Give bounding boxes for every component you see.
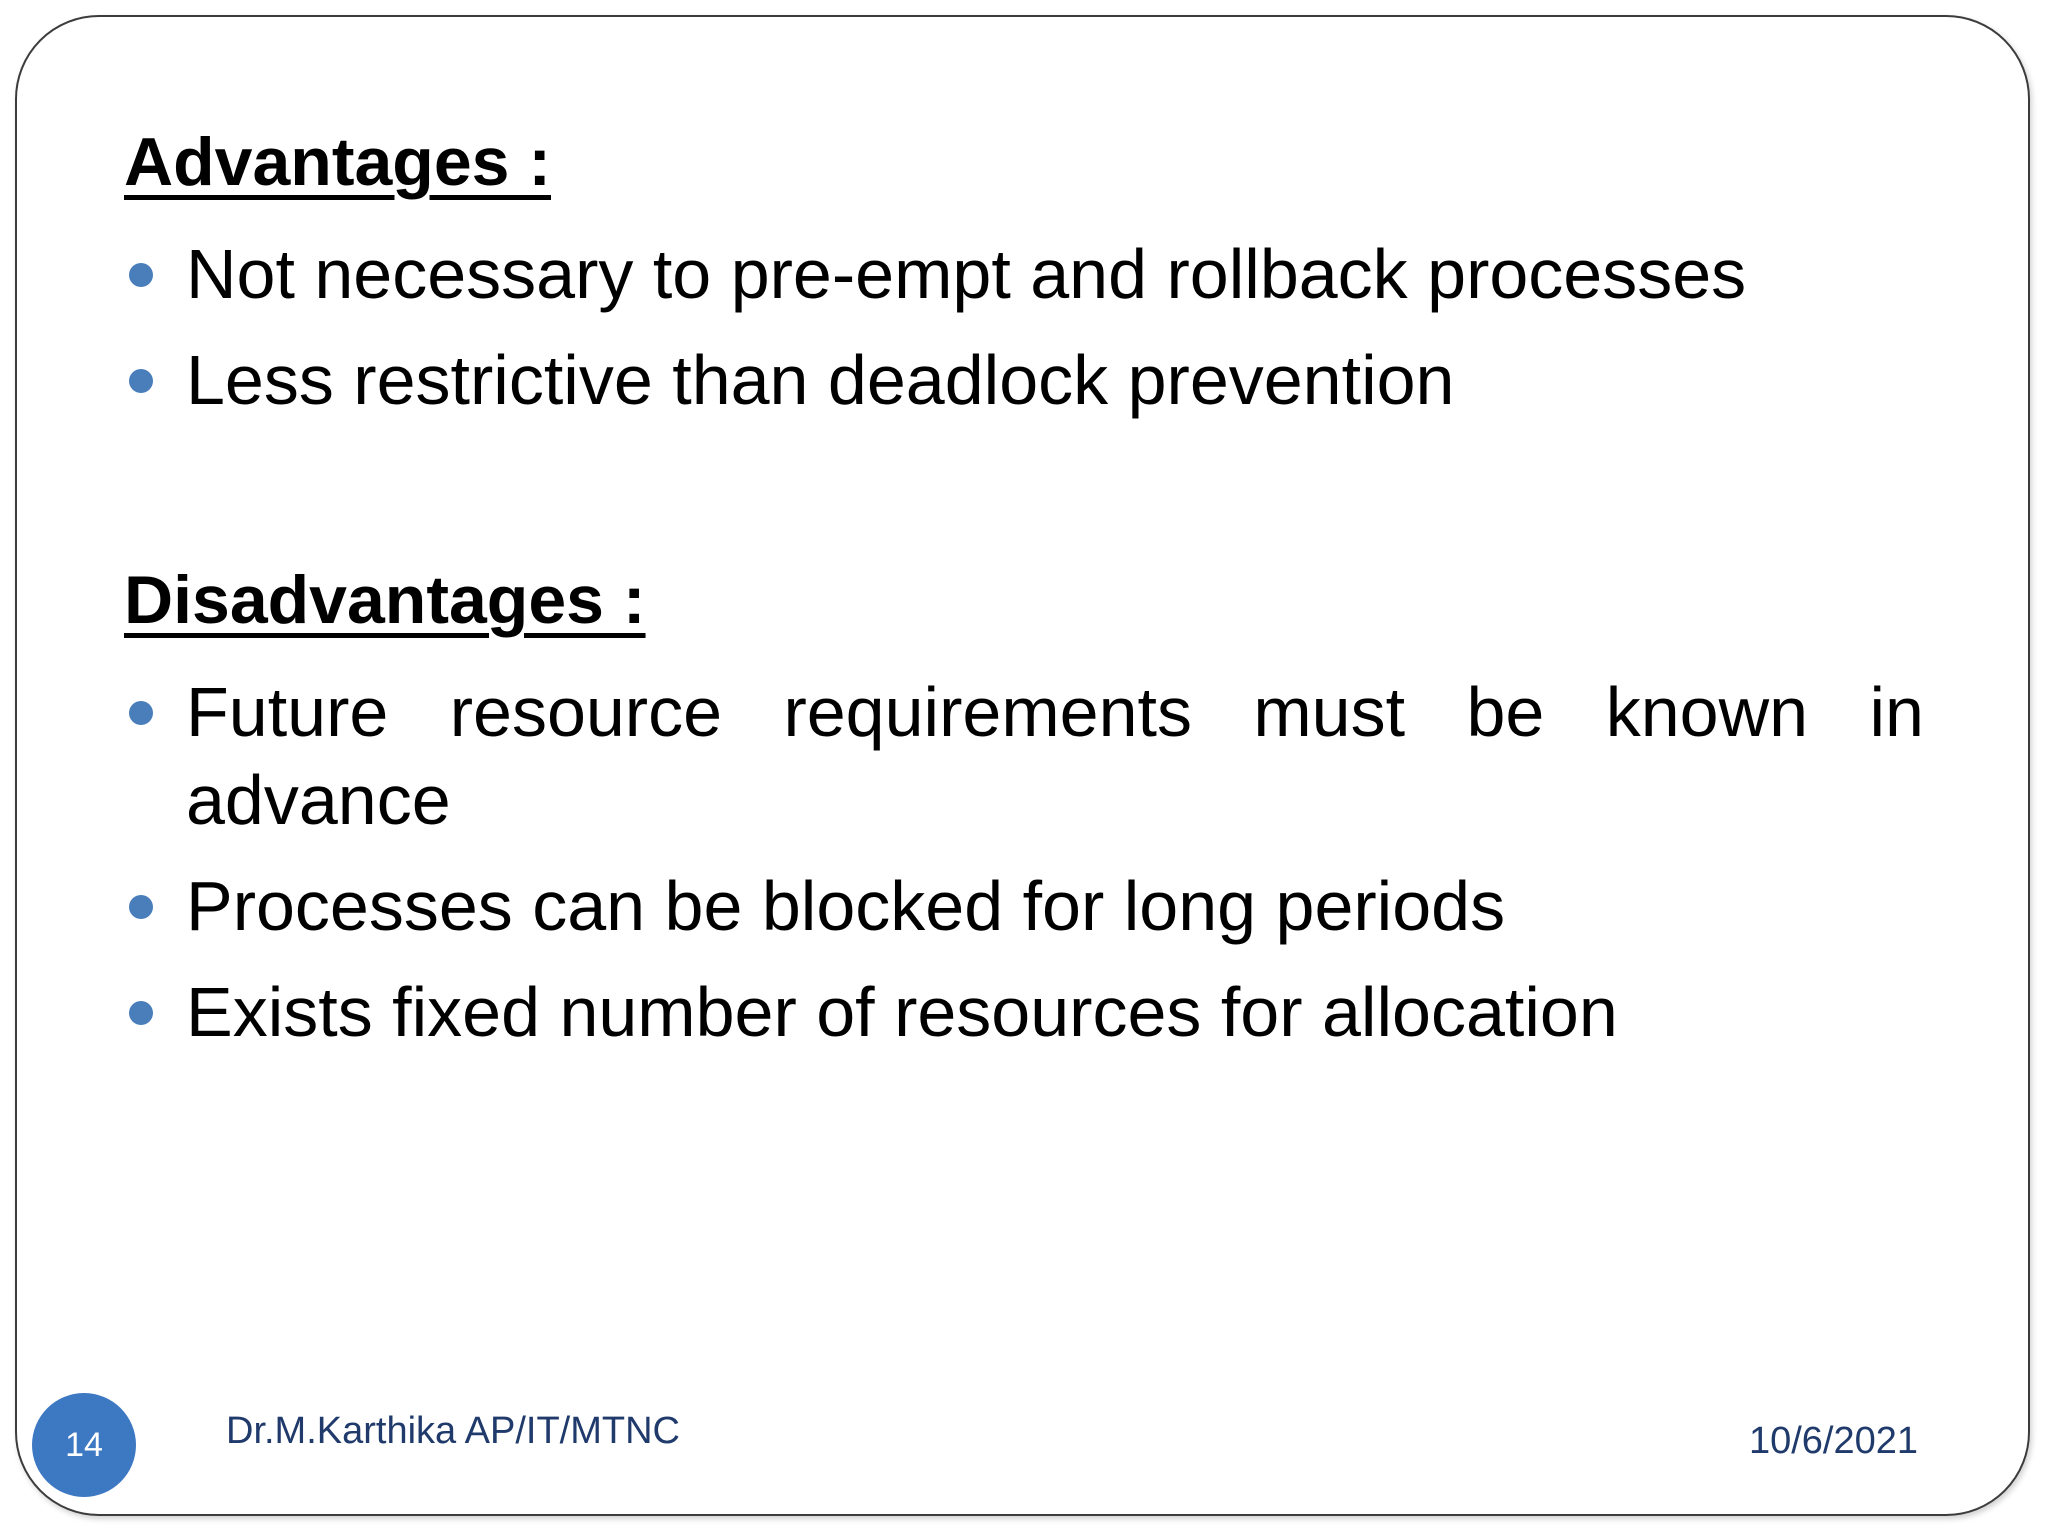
page-number-badge xyxy=(32,1393,136,1497)
footer-author: Dr.M.Karthika AP/IT/MTNC xyxy=(226,1410,680,1452)
disadvantage-line-2: advance xyxy=(186,761,451,839)
word: known xyxy=(1605,673,1809,751)
list-item xyxy=(124,336,1924,424)
bullet-dot-icon xyxy=(129,701,153,725)
disadvantage-line-1 xyxy=(186,668,1924,756)
bullet-dot-icon xyxy=(129,369,153,393)
disadvantages-heading: Disadvantages : xyxy=(124,562,646,638)
word: Future xyxy=(186,673,389,751)
advantage-text: Less restrictive than deadlock prevention xyxy=(186,341,1455,419)
bullet-dot-icon xyxy=(129,895,153,919)
slide-content xyxy=(124,112,1924,1056)
footer-date: 10/6/2021 xyxy=(1748,1420,1918,1462)
advantages-list xyxy=(124,230,1924,424)
disadvantage-text: Exists fixed number of resources for allocation xyxy=(186,973,1618,1051)
word: resource xyxy=(449,673,723,751)
bullet-dot-icon xyxy=(129,263,153,287)
list-item xyxy=(124,862,1924,950)
list-item xyxy=(124,968,1924,1056)
disadvantages-list xyxy=(124,668,1924,1056)
list-item xyxy=(124,230,1924,318)
word: in xyxy=(1869,673,1924,751)
advantages-heading: Advantages : xyxy=(124,124,551,200)
disadvantage-text: Processes can be blocked for long periods xyxy=(186,867,1506,945)
advantage-text: Not necessary to pre-empt and rollback processes xyxy=(186,235,1747,313)
bullet-dot-icon xyxy=(129,1001,153,1025)
page-number: 14 xyxy=(65,1425,103,1464)
word: be xyxy=(1466,673,1545,751)
word: requirements xyxy=(783,673,1192,751)
word: must xyxy=(1253,673,1406,751)
list-item xyxy=(124,668,1924,844)
